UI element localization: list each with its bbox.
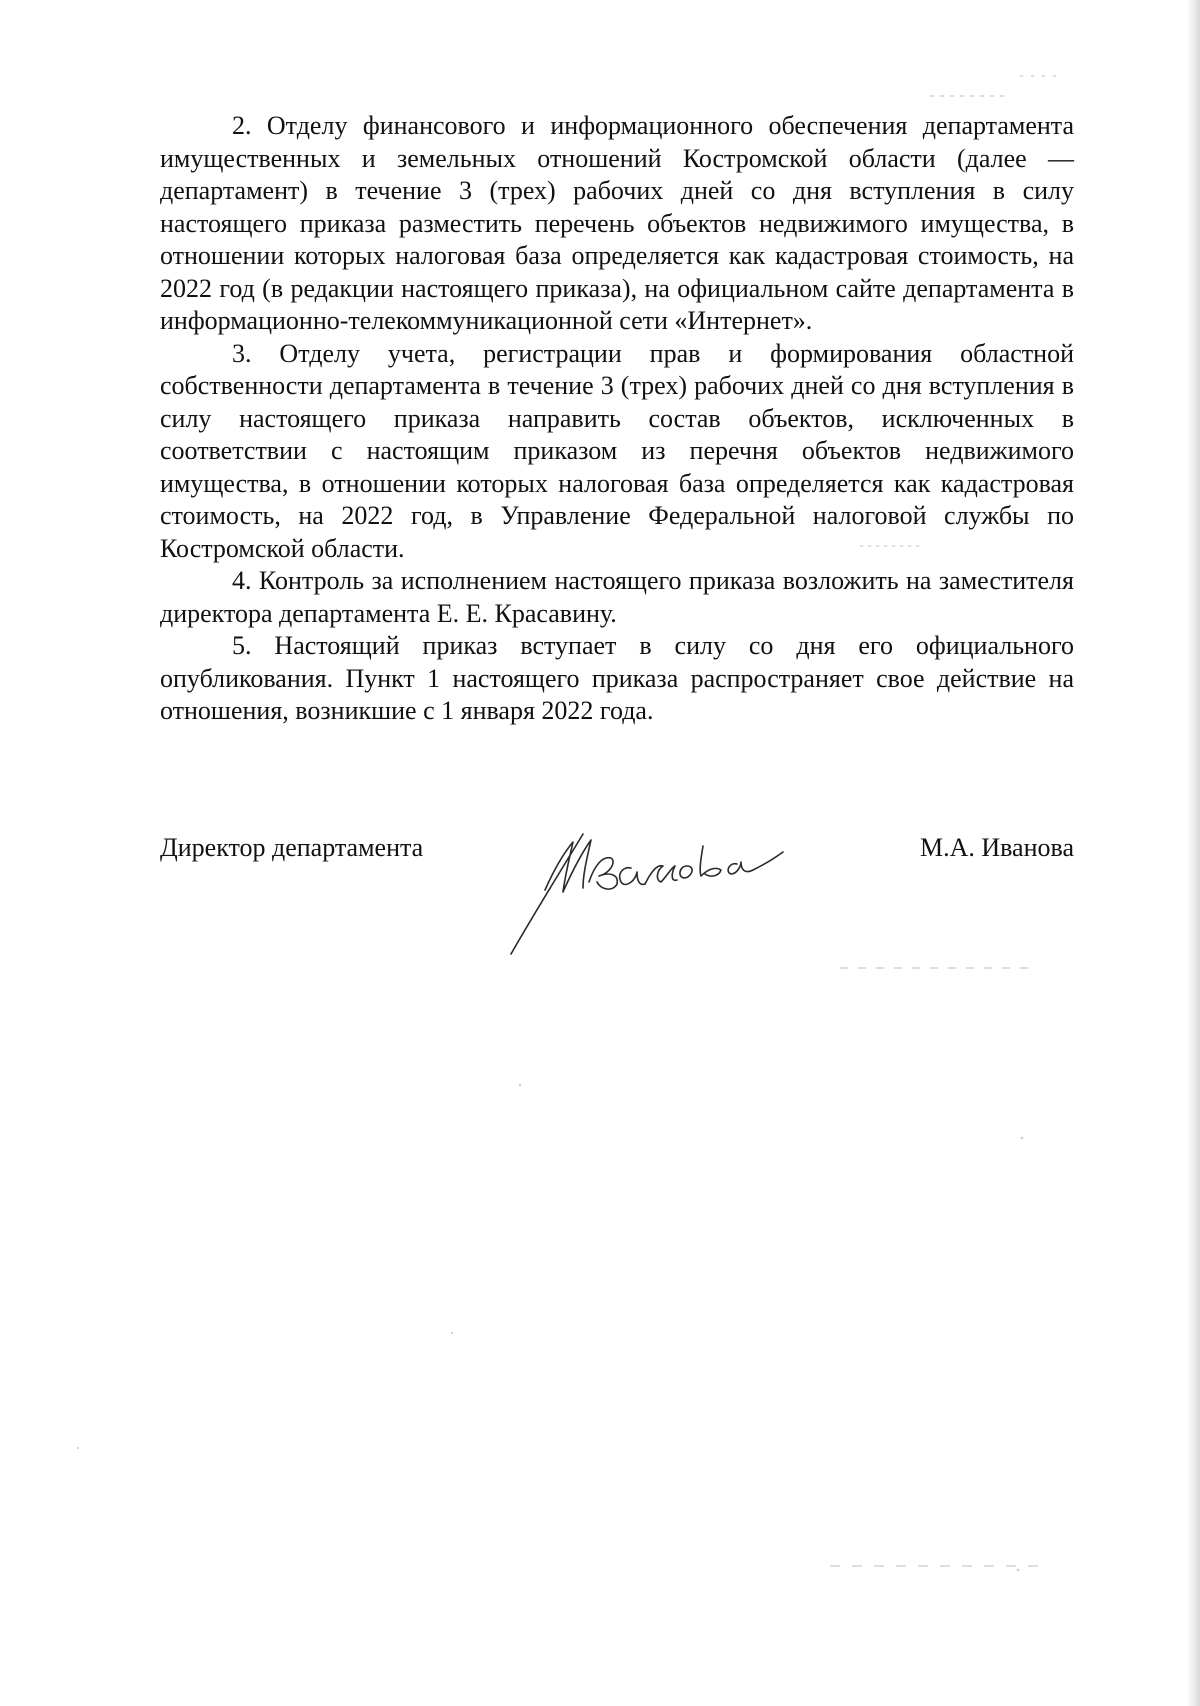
- signature-block: [160, 822, 1074, 972]
- signatory-name: М.А. Иванова: [919, 833, 1074, 862]
- signatory-position: Директор департамента: [160, 833, 424, 862]
- page-edge-shadow: [1186, 0, 1200, 1706]
- paragraph-item-3: 3. Отделу учета, регистрации прав и формирования областной собственности департамента в течение 3 (трех) рабочих дней со дня вступления в силу настоящего приказа направить состав объектов, исключенных в соответствии с настоящим приказом из перечня объектов недвижимого имущества, в отношении которых налоговая база определяется как кадастровая стоимость, на 2022 год, в Управление Федеральной налоговой службы по Костромской области.: [160, 338, 1074, 563]
- handwritten-signature: [505, 812, 785, 962]
- paragraph-item-5: 5. Настоящий приказ вступает в силу со дня его официального опубликования. Пункт 1 настоящего приказа распространяет свое действие на отношения, возникшие с 1 января 2022 года.: [160, 631, 1074, 725]
- paragraph-item-2: 2. Отделу финансового и информационного обеспечения департамента имущественных и земельных отношений Костромской области (далее — департамент) в течение 3 (трех) рабочих дней со дня вступления в силу настоящего приказа разместить перечень объектов недвижимого имущества, в отношении которых налоговая база определяется как кадастровая стоимость, на 2022 год (в редакции настоящего приказа), на официальном сайте департамента в информационно-телекоммуникационной сети «Интернет».: [160, 111, 1074, 335]
- paragraph-item-4: 4. Контроль за исполнением настоящего приказа возложить на заместителя директора департамента Е. Е. Красавину.: [160, 566, 1074, 628]
- document-body: [160, 110, 1074, 728]
